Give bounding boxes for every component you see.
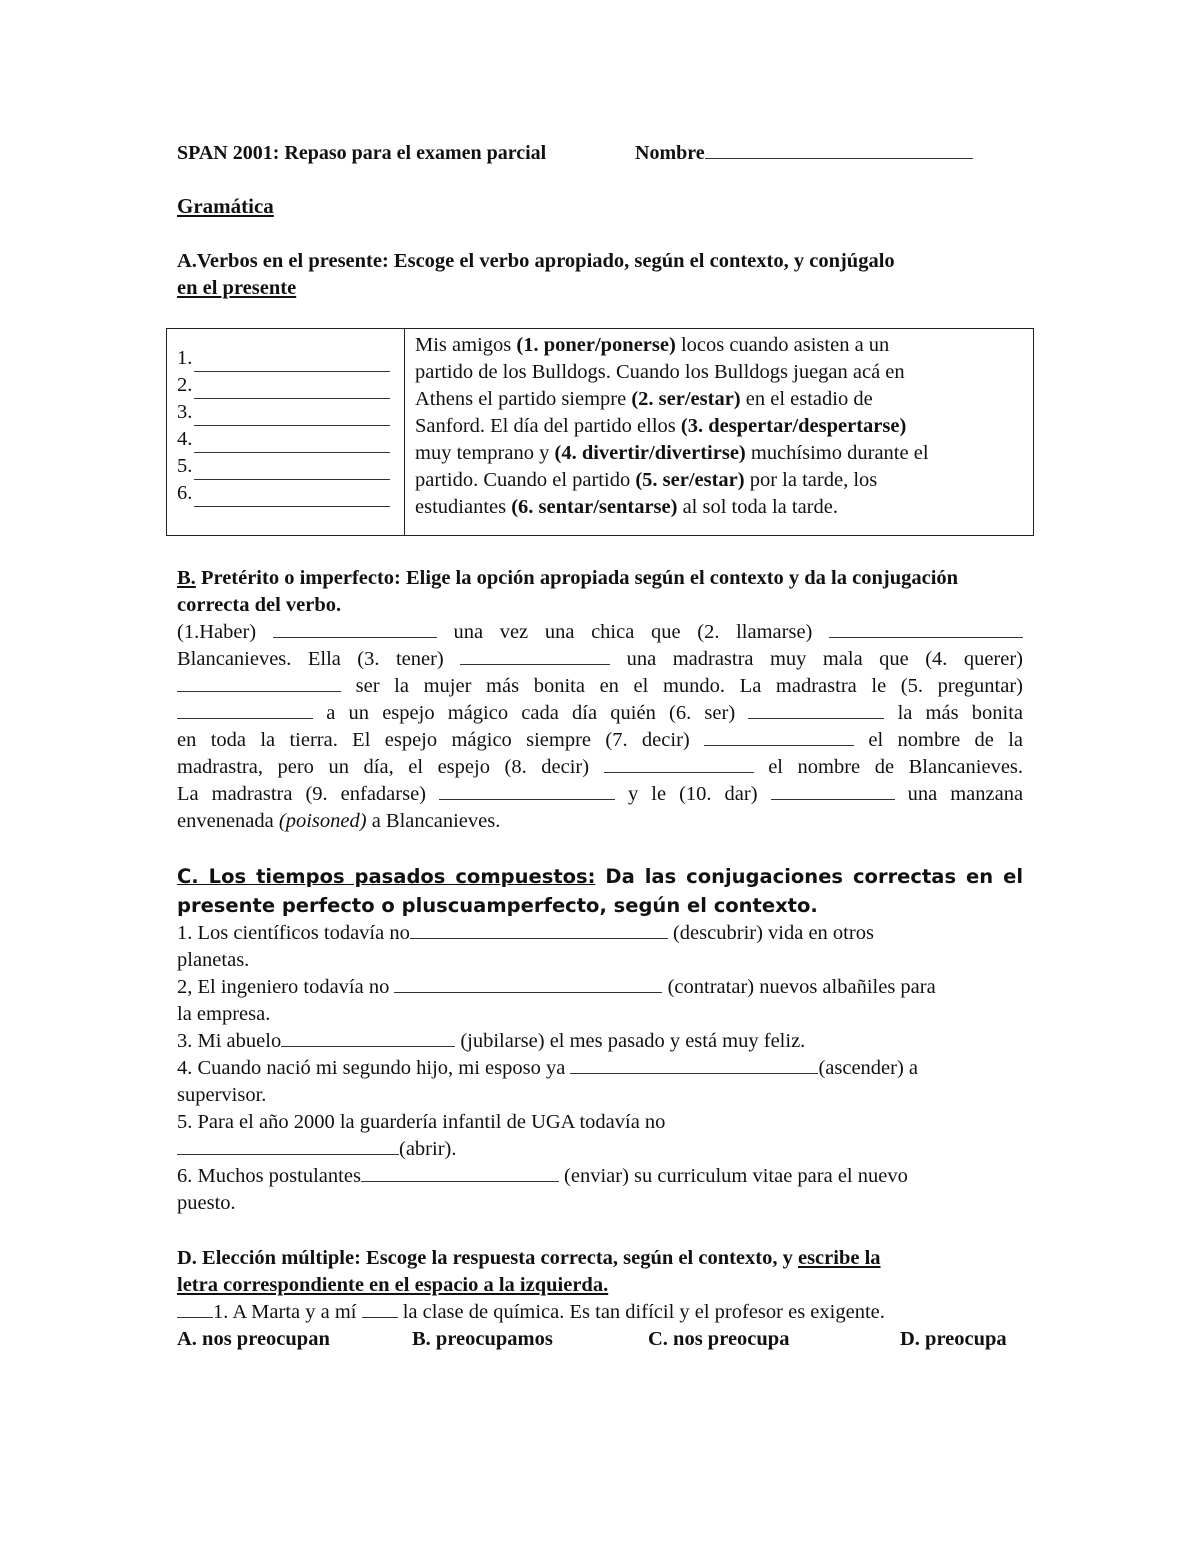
section-a-heading-text: A.Verbos en el presente: Escoge el verbo apropiado, según el contexto, y conjúgalo: [177, 250, 895, 272]
section-a-heading: [177, 248, 1023, 302]
answer-blank[interactable]: [604, 754, 754, 773]
section-title: Gramática: [177, 194, 274, 218]
section-d-heading-text: D. Elección múltiple: Escoge la respuesta correcta, según el contexto, y: [177, 1247, 798, 1269]
passage-text: partido. Cuando el partido: [415, 469, 636, 491]
section-c-heading-text: Da las conjugaciones correctas en el presente perfecto o pluscuamperfecto, según el contexto.: [177, 865, 1024, 917]
section-d-heading: [177, 1245, 1023, 1299]
verb-option: (2. ser/estar): [631, 388, 741, 410]
section-c-heading: [177, 862, 1023, 920]
answer-number: 4.: [177, 428, 193, 450]
section-b-line: [177, 754, 1023, 781]
answer-blank[interactable]: [194, 380, 390, 399]
section-c-item: [177, 1136, 1023, 1163]
passage-text: muchísimo durante el: [745, 442, 929, 464]
answer-blank[interactable]: [829, 619, 1023, 638]
answer-number: 2.: [177, 374, 193, 396]
name-label: Nombre: [635, 142, 705, 164]
text: una madrastra muy mala que (4. querer): [626, 648, 1024, 670]
answer-blank[interactable]: [460, 646, 610, 665]
text: el nombre de la: [868, 729, 1023, 751]
section-c-heading-underlined: C. Los tiempos pasados compuestos:: [177, 865, 596, 888]
passage-text: estudiantes: [415, 496, 512, 518]
answer-blank[interactable]: [410, 920, 668, 939]
option-a: A. nos preocupan: [177, 1328, 330, 1350]
option-d: D. preocupa: [900, 1328, 1007, 1350]
section-d-heading-underlined: escribe la: [797, 1247, 881, 1269]
passage-text: Sanford. El día del partido ellos: [415, 415, 681, 437]
text: a Blancanieves.: [366, 810, 501, 832]
answer-number: 5.: [177, 455, 193, 477]
text: madrastra, pero un día, el espejo (8. decir): [177, 756, 590, 778]
section-b-heading: [177, 565, 1023, 619]
passage-text: Mis amigos: [415, 334, 517, 356]
verb-option: (3. despertar/despertarse): [680, 415, 907, 437]
section-c-item: [177, 1190, 1023, 1217]
question-line: [177, 1299, 1023, 1326]
answer-line[interactable]: [177, 453, 404, 480]
text: Blancanieves. Ella (3. tener): [177, 648, 444, 670]
name-field[interactable]: [635, 140, 973, 167]
answer-blank[interactable]: [177, 700, 313, 719]
passage-text: locos cuando asisten a un: [675, 334, 890, 356]
passage-text: muy temprano y: [415, 442, 555, 464]
name-blank[interactable]: [705, 140, 973, 159]
answer-blank[interactable]: [273, 619, 437, 638]
verb-option: (5. ser/estar): [635, 469, 745, 491]
text: planetas.: [177, 949, 250, 971]
text: (enviar) su curriculum vitae para el nuevo: [558, 1165, 908, 1187]
text: 4. Cuando nació mi segundo hijo, mi esposo ya: [177, 1057, 571, 1079]
passage-line: [415, 359, 1023, 386]
answer-blank[interactable]: [361, 1163, 559, 1182]
answer-number: 3.: [177, 401, 193, 423]
text: (1.Haber): [177, 621, 257, 643]
answer-line[interactable]: [177, 480, 404, 507]
answer-blank[interactable]: [362, 1299, 398, 1318]
text: 6. Muchos postulantes: [177, 1165, 361, 1187]
answer-options: [177, 1326, 1023, 1353]
passage-column: [405, 329, 1033, 535]
answer-blank[interactable]: [194, 407, 390, 426]
section-c-item: [177, 974, 1023, 1001]
text: (ascender) a: [818, 1057, 919, 1079]
section-d: [177, 1245, 1023, 1353]
text: La madrastra (9. enfadarse): [177, 783, 427, 805]
passage-text: Athens el partido siempre: [415, 388, 632, 410]
section-d-heading-underlined: letra correspondiente en el espacio a la izquierda.: [177, 1274, 609, 1296]
passage-text: en el estadio de: [740, 388, 873, 410]
section-c-item: [177, 1028, 1023, 1055]
section-c-item: [177, 920, 1023, 947]
section-b: [177, 565, 1023, 835]
section-c-item: [177, 1163, 1023, 1190]
answer-blank[interactable]: [704, 727, 854, 746]
passage-line: [415, 494, 1023, 521]
answer-blank[interactable]: [281, 1028, 455, 1047]
worksheet-top: [177, 140, 1023, 302]
text: una manzana: [907, 783, 1024, 805]
section-c-item: [177, 1109, 1023, 1136]
section-a-heading-underlined: en el presente: [177, 277, 297, 299]
header: [177, 140, 1023, 167]
answer-blank[interactable]: [771, 781, 895, 800]
text: el nombre de Blancanieves.: [768, 756, 1024, 778]
answer-column: [167, 329, 405, 535]
verb-option: (6. sentar/sentarse): [511, 496, 678, 518]
text: (jubilarse) el mes pasado y está muy feliz.: [455, 1030, 806, 1052]
text: ser la mujer más bonita en el mundo. La madrastra le (5. preguntar): [355, 675, 1023, 697]
answer-blank[interactable]: [177, 1299, 213, 1318]
option-c: C. nos preocupa: [648, 1328, 790, 1350]
section-b-line: [177, 646, 1023, 673]
answer-number: 1.: [177, 347, 193, 369]
text: (abrir).: [399, 1138, 457, 1160]
passage-text: al sol toda la tarde.: [677, 496, 838, 518]
text: a un espejo mágico cada día quién (6. ser): [326, 702, 736, 724]
answer-line[interactable]: [177, 372, 404, 399]
text: y le (10. dar): [628, 783, 758, 805]
section-b-letter: B.: [177, 567, 196, 589]
section-c-item: [177, 947, 1023, 974]
text: envenenada: [177, 810, 279, 832]
answer-blank[interactable]: [177, 1136, 399, 1155]
section-c: [177, 862, 1023, 1217]
text: 2, El ingeniero todavía no: [177, 976, 395, 998]
section-c-item: [177, 1055, 1023, 1082]
answer-blank[interactable]: [194, 488, 390, 507]
passage-line: [415, 386, 1023, 413]
verb-option: (1. poner/ponerse): [516, 334, 676, 356]
text: puesto.: [177, 1192, 236, 1214]
text: una vez una chica que (2. llamarse): [453, 621, 813, 643]
text: supervisor.: [177, 1084, 267, 1106]
section-b-line: [177, 781, 1023, 808]
answer-line[interactable]: [177, 345, 404, 372]
section-c-item: [177, 1082, 1023, 1109]
passage-line: [415, 413, 1023, 440]
passage-text: por la tarde, los: [744, 469, 878, 491]
text: la empresa.: [177, 1003, 271, 1025]
gloss: (poisoned): [278, 810, 367, 832]
section-b-line: [177, 619, 1023, 646]
text: 3. Mi abuelo: [177, 1030, 282, 1052]
text: 1. Los científicos todavía no: [177, 922, 410, 944]
text: la más bonita: [897, 702, 1024, 724]
worksheet-title: SPAN 2001: Repaso para el examen parcial: [177, 142, 547, 164]
answer-blank[interactable]: [394, 974, 662, 993]
text: la clase de química. Es tan difícil y el profesor es exigente.: [397, 1301, 885, 1323]
passage-line: [415, 440, 1023, 467]
answer-blank[interactable]: [194, 461, 390, 480]
answer-blank[interactable]: [570, 1055, 818, 1074]
section-b-line: [177, 727, 1023, 754]
passage-line: [415, 467, 1023, 494]
answer-blank[interactable]: [748, 700, 884, 719]
section-b-heading-text: Pretérito o imperfecto: Elige la opción apropiada según el contexto y da la conjugación correcta del verbo.: [177, 567, 959, 616]
section-c-item: [177, 1001, 1023, 1028]
section-b-line: [177, 808, 1023, 835]
text: en toda la tierra. El espejo mágico siempre (7. decir): [177, 729, 690, 751]
answer-line[interactable]: [177, 399, 404, 426]
answer-number: 6.: [177, 482, 193, 504]
section-b-line: [177, 700, 1023, 727]
option-b: B. preocupamos: [412, 1328, 553, 1350]
section-a-table: [166, 328, 1034, 536]
text: 5. Para el año 2000 la guardería infantil de UGA todavía no: [177, 1111, 666, 1133]
answer-blank[interactable]: [439, 781, 615, 800]
passage-line: [415, 332, 1023, 359]
text: 1. A Marta y a mí: [213, 1301, 362, 1323]
answer-blank[interactable]: [194, 434, 390, 453]
answer-blank[interactable]: [177, 673, 341, 692]
text: (contratar) nuevos albañiles para: [662, 976, 936, 998]
section-b-line: [177, 673, 1023, 700]
answer-blank[interactable]: [194, 353, 390, 372]
text: (descubrir) vida en otros: [667, 922, 874, 944]
verb-option: (4. divertir/divertirse): [554, 442, 746, 464]
answer-line[interactable]: [177, 426, 404, 453]
passage-text: partido de los Bulldogs. Cuando los Bulldogs juegan acá en: [415, 361, 905, 383]
